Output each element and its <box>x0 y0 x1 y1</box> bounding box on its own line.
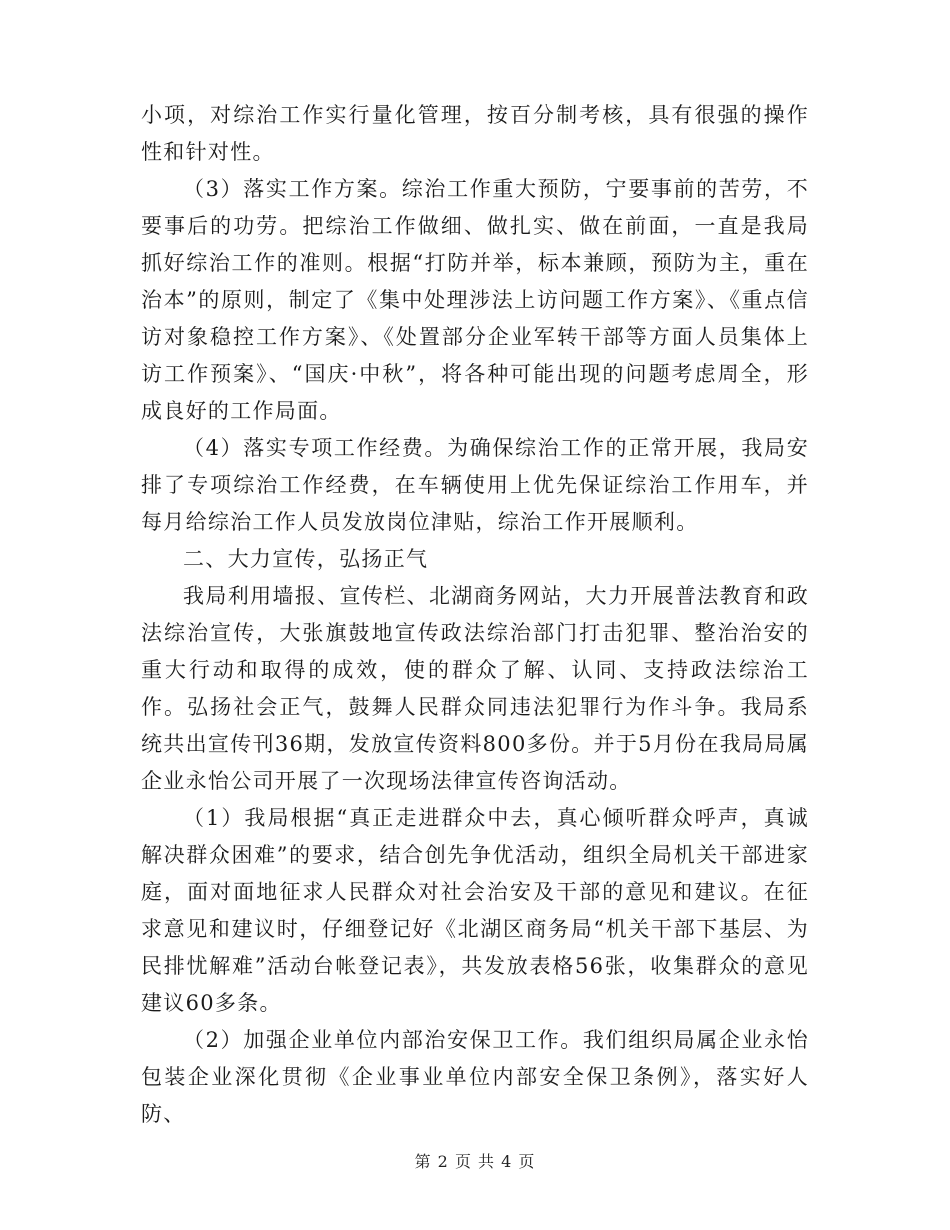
paragraph-5: 我局利用墙报、宣传栏、北湖商务网站，大力开展普法教育和政法综治宣传，大张旗鼓地宣传政法综治部门打击犯罪、整治治安的重大行动和取得的成效，使的群众了解、认同、支持政法综治工作。弘扬社会正气，鼓舞人民群众同违法犯罪行为作斗争。我局系统共出宣传刊36期，发放宣传资料800多份。并于5月份在我局局属企业永怡公司开展了一次现场法律宣传咨询活动。 <box>141 584 809 793</box>
section-heading: 二、大力宣传，弘扬正气 <box>183 547 429 571</box>
paragraph-7: （2）加强企业单位内部治安保卫工作。我们组织局属企业永怡包装企业深化贯彻《企业事业单位内部安全保卫条例》，落实好人防、 <box>141 1028 809 1126</box>
paragraph-6: （1）我局根据“真正走进群众中去，真心倾听群众呼声，真诚解决群众困难”的要求，结合创先争优活动，组织全局机关干部进家庭，面对面地征求人民群众对社会治安及干部的意见和建议。在征求意见和建议时，仔细登记好《北湖区商务局“机关干部下基层、为民排忧解难”活动台帐登记表》，共发放表格56张，收集群众的意见建议60多条。 <box>141 806 809 1015</box>
paragraph-2: （3）落实工作方案。综治工作重大预防，宁要事前的苦劳，不要事后的功劳。把综治工作做细、做扎实、做在前面，一直是我局抓好综治工作的准则。根据“打防并举，标本兼顾，预防为主，重在治本”的原则，制定了《集中处理涉法上访问题工作方案》、《重点信访对象稳控工作方案》、《处置部分企业军转干部等方面人员集体上访工作预案》、“国庆·中秋”，将各种可能出现的问题考虑周全，形成良好的工作局面。 <box>141 177 809 423</box>
paragraph-3: （4）落实专项工作经费。为确保综治工作的正常开展，我局安排了专项综治工作经费，在车辆使用上优先保证综治工作用车，并每月给综治工作人员发放岗位津贴，综治工作开展顺利。 <box>141 436 809 534</box>
document-body <box>141 97 809 1133</box>
paragraph-1: 小项，对综治工作实行量化管理，按百分制考核，具有很强的操作性和针对性。 <box>141 103 809 164</box>
page-footer: 第 2 页 共 4 页 <box>414 1152 536 1171</box>
